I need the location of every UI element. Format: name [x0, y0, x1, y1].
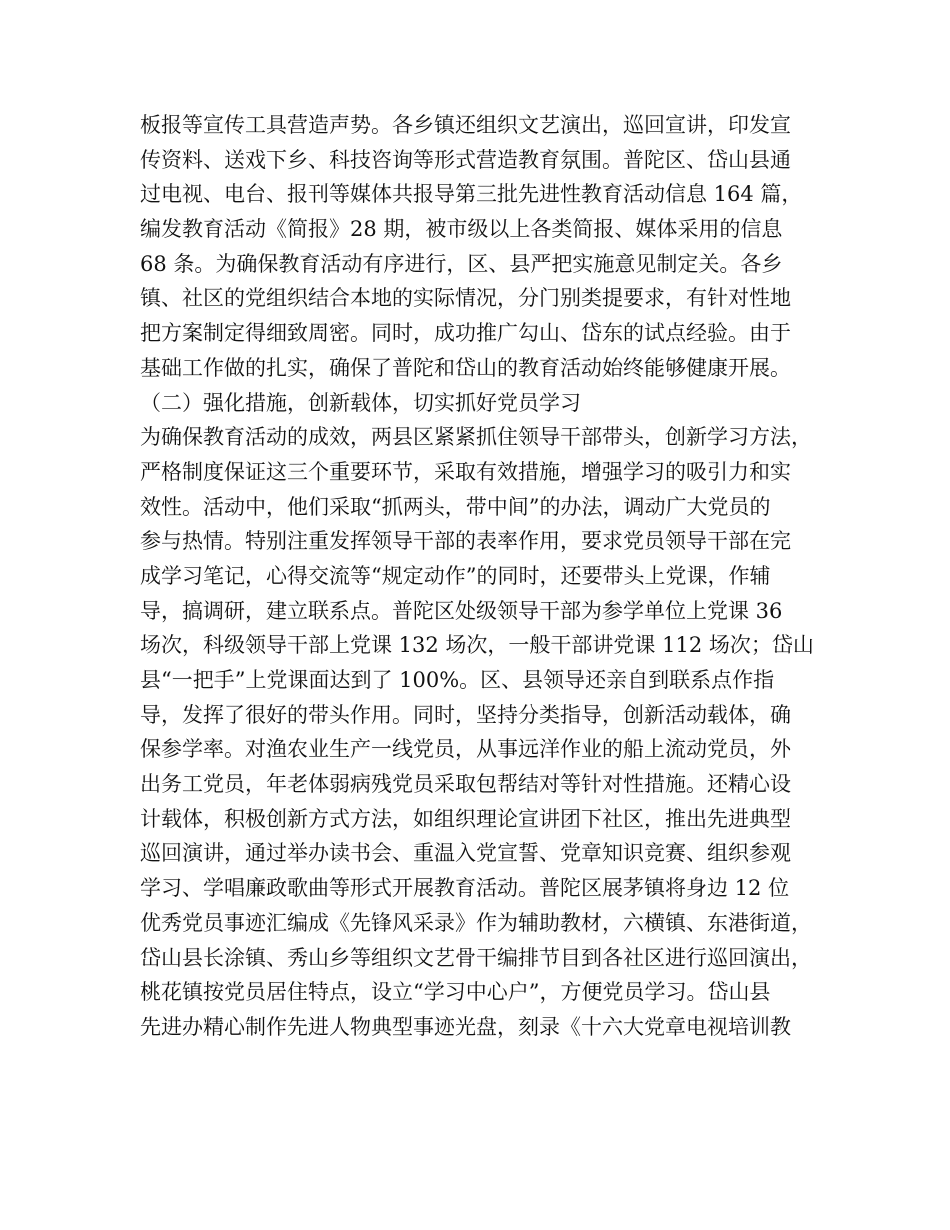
text-line-22: 巡回演讲，通过举办读书会、重温入党宣誓、党章知识竞赛、组织参观	[140, 841, 791, 866]
text-line-19: 保参学率。对渔农业生产一线党员，从事远洋作业的船上流动党员，外	[140, 737, 791, 762]
body-text	[140, 108, 820, 1045]
text-line-23: 学习、学唱廉政歌曲等形式开展教育活动。普陀区展茅镇将身边 12 位	[140, 876, 790, 901]
text-line-16: 场次，科级领导干部上党课 132 场次，一般干部讲党课 112 场次；岱山	[140, 633, 814, 658]
text-line-2: 传资料、送戏下乡、科技咨询等形式营造教育氛围。普陀区、岱山县通	[140, 147, 791, 172]
text-line-12: 效性。活动中，他们采取“抓两头，带中间”的办法，调动广大党员的	[140, 494, 771, 519]
text-line-25: 岱山县长涂镇、秀山乡等组织文艺骨干编排节目到各社区进行巡回演出，	[140, 945, 812, 970]
text-line-8: 基础工作做的扎实，确保了普陀和岱山的教育活动始终能够健康开展。	[140, 355, 791, 380]
text-line-10: 为确保教育活动的成效，两县区紧紧抓住领导干部带头，创新学习方法，	[140, 425, 812, 450]
text-line-17: 县“一把手”上党课面达到了 100%。区、县领导还亲自到联系点作指	[140, 668, 775, 692]
text-line-26: 桃花镇按党员居住特点，设立“学习中心户”，方便党员学习。岱山县	[140, 980, 771, 1005]
text-line-6: 镇、社区的党组织结合本地的实际情况，分门别类提要求，有针对性地	[140, 286, 791, 311]
text-line-14: 成学习笔记，心得交流等“规定动作”的同时，还要带头上党课，作辅	[140, 563, 771, 588]
text-line-11: 严格制度保证这三个重要环节，采取有效措施，增强学习的吸引力和实	[140, 459, 791, 484]
text-line-7: 把方案制定得细致周密。同时，成功推广勾山、岱东的试点经验。由于	[140, 321, 791, 346]
text-line-3: 过电视、电台、报刊等媒体共报导第三批先进性教育活动信息 164 篇，	[140, 182, 803, 207]
text-line-1: 板报等宣传工具营造声势。各乡镇还组织文艺演出，巡回宣讲，印发宣	[140, 113, 791, 137]
text-line-15: 导，搞调研，建立联系点。普陀区处级领导干部为参学单位上党课 36	[140, 598, 783, 623]
text-line-4: 编发教育活动《简报》28 期，被市级以上各类简报、媒体采用的信息	[140, 217, 783, 242]
text-line-20: 出务工党员，年老体弱病残党员采取包帮结对等针对性措施。还精心设	[140, 772, 791, 797]
text-line-5: 68 条。为确保教育活动有序进行，区、县严把实施意见制定关。各乡	[140, 251, 783, 276]
text-line-21: 计载体，积极创新方式方法，如组织理论宣讲团下社区，推出先进典型	[140, 806, 791, 831]
text-line-24: 优秀党员事迹汇编成《先锋风采录》作为辅助教材，六横镇、东港街道，	[140, 910, 812, 935]
section-heading: （二）强化措施，创新载体，切实抓好党员学习	[140, 390, 581, 415]
text-line-13: 参与热情。特别注重发挥领导干部的表率作用，要求党员领导干部在完	[140, 529, 791, 554]
text-line-27: 先进办精心制作先进人物典型事迹光盘，刻录《十六大党章电视培训教	[140, 1014, 791, 1039]
text-line-18: 导，发挥了很好的带头作用。同时，坚持分类指导，创新活动载体，确	[140, 702, 791, 727]
